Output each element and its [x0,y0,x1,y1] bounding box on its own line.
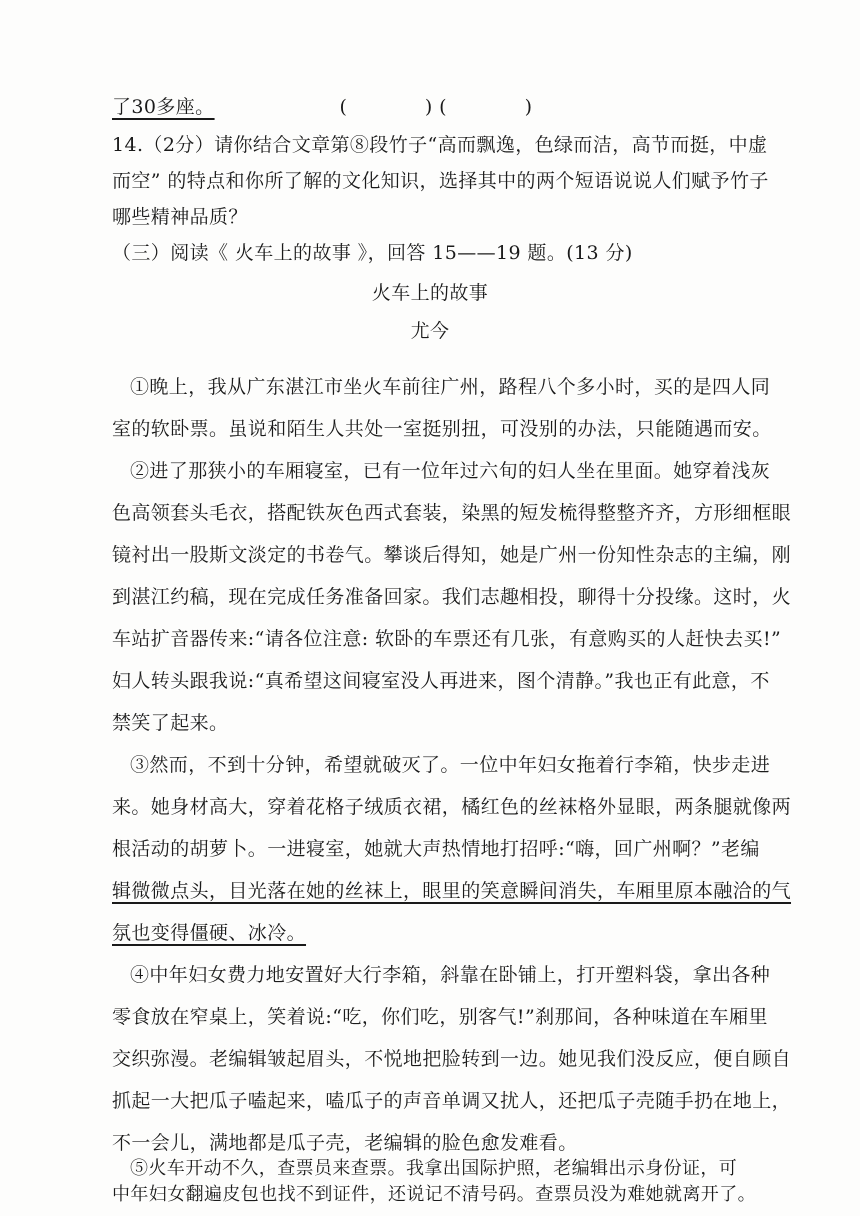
paragraph-2-line-4: 到湛江约稿，现在完成任务准备回家。我们志趣相投，聊得十分投缘。这时，火 [112,586,792,608]
paragraph-2-line-3: 镜衬出一股斯文淡定的书卷气。攀谈后得知，她是广州一份知性杂志的主编，刚 [112,544,792,566]
answer-blank-2[interactable]: ( ) [439,96,533,118]
question-14-line-2: 而空” 的特点和你所了解的文化知识，选择其中的两个短语说说人们赋予竹子 [112,170,769,192]
paragraph-3-line-4-underlined: 辑微微点头，目光落在她的丝袜上，眼里的笑意瞬间消失，车厢里原本融洽的气 [112,880,792,902]
answer-fragment-line [112,94,532,120]
answer-blank-1[interactable]: ( ) [339,96,433,118]
paragraph-3-line-3: 根活动的胡萝卜。一进寝室，她就大声热情地打招呼:“嗨，回广州啊？”老编 [112,838,760,860]
paragraph-2-line-6: 妇人转头跟我说:“真希望这间寝室没人再进来，图个清静。”我也正有此意，不 [112,670,770,692]
paragraph-2-line-2: 色高领套头毛衣，搭配铁灰色西式套装，染黑的短发梳得整整齐齐，方形细框眼 [112,502,792,524]
paragraph-2-line-7: 禁笑了起来。 [112,712,229,734]
article-title: 火车上的故事 [371,282,489,304]
paragraph-4-line-3: 交织弥漫。老编辑皱起眉头，不悦地把脸转到一边。她见我们没反应，便自顾自 [112,1048,792,1070]
paragraph-4-line-2: 零食放在窄桌上，笑着说:“吃，你们吃，别客气!”刹那间，各种味道在车厢里 [112,1006,768,1028]
article-author: 尤今 [410,320,450,342]
paragraph-3-line-2: 来。她身材高大，穿着花格子绒质衣裙，橘红色的丝袜格外显眼，两条腿就像两 [112,796,792,818]
paragraph-1-line-2: 室的软卧票。虽说和陌生人共处一室挺别扭，可没别的办法，只能随遇而安。 [112,418,772,440]
question-14-line-3: 哪些精神品质？ [112,206,248,228]
paragraph-2-line-1: ②进了那狭小的车厢寝室，已有一位年过六旬的妇人坐在里面。她穿着浅灰 [130,460,771,482]
paragraph-5-line-1: ⑤火车开动不久，查票员来查票。我拿出国际护照，老编辑出示身份证，可 [130,1158,738,1179]
paragraph-2-line-5: 车站扩音器传来:“请各位注意: 软卧的车票还有几张，有意购买的人赶快去买!” [112,628,782,650]
paragraph-4-line-5: 不一会儿，满地都是瓜子壳，老编辑的脸色愈发难看。 [112,1132,578,1154]
paragraph-1-line-1: ①晚上，我从广东湛江市坐火车前往广州，路程八个多小时，买的是四人同 [130,376,771,398]
question-14-line-1: 14.（2分）请你结合文章第⑧段竹子“高而飘逸，色绿而洁，高节而挺，中虚 [112,134,768,156]
paragraph-5-line-2: 中年妇女翻遍皮包也找不到证件，还说记不清号码。查票员没为难她就离开了。 [112,1184,756,1205]
paragraph-4-line-1: ④中年妇女费力地安置好大行李箱，斜靠在卧铺上，打开塑料袋，拿出各种 [130,964,771,986]
paragraph-3-line-1: ③然而，不到十分钟，希望就破灭了。一位中年妇女拖着行李箱，快步走进 [130,754,771,776]
section-heading: （三）阅读《 火车上的故事 》，回答 15——19 题。(13 分) [112,242,633,264]
paragraph-4-line-4: 抓起一大把瓜子嗑起来，嗑瓜子的声音单调又扰人，还把瓜子壳随手扔在地上， [112,1090,792,1112]
paragraph-3-line-5-underlined: 氛也变得僵硬、冰冷。 [112,922,307,944]
underlined-sentence: 了30多座。 [112,96,215,118]
